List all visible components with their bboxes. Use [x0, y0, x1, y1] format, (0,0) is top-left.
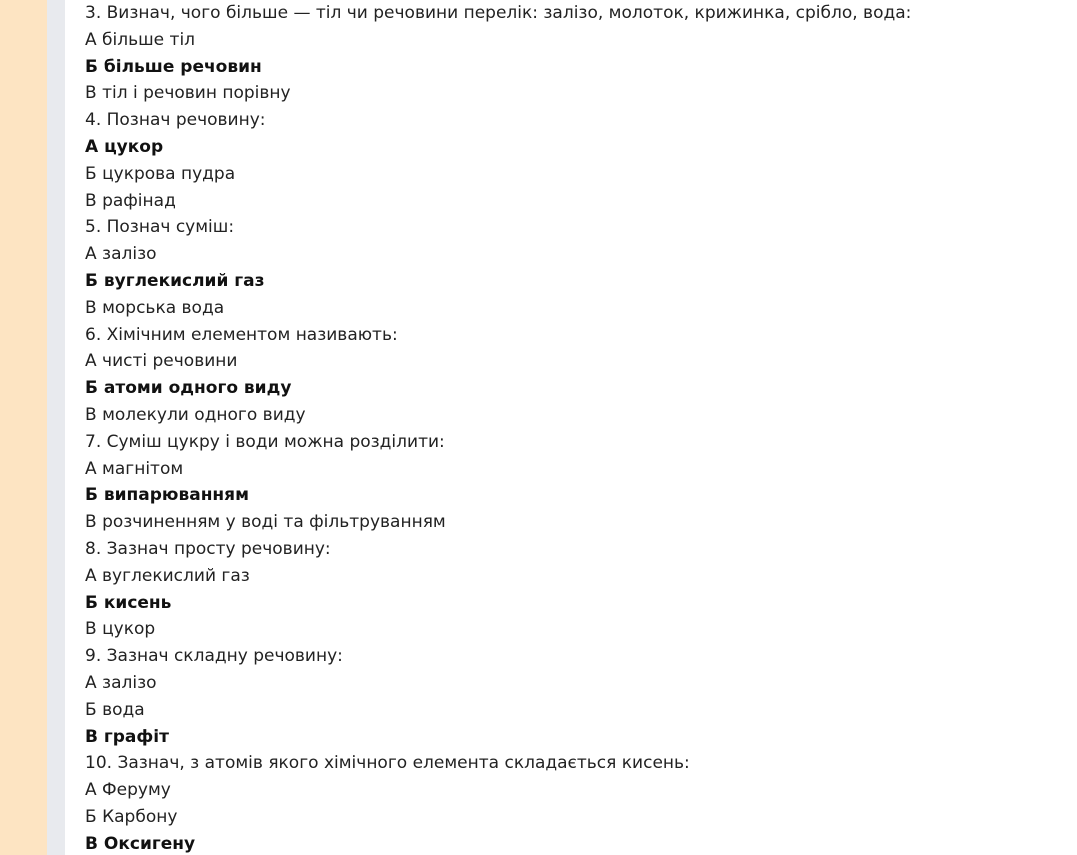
quiz-line: В молекули одного виду: [85, 405, 306, 425]
quiz-line: А чисті речовини: [85, 351, 238, 372]
quiz-line: Б вода: [85, 699, 145, 720]
quiz-line: Б цукрова пудра: [85, 163, 236, 184]
correct-answer-line: Б кисень: [85, 592, 172, 613]
correct-answer-line: Б більше речовин: [85, 56, 262, 77]
quiz-content: [85, 0, 1065, 855]
quiz-line: 3. Визнач, чого більше — тіл чи речовини перелік: залізо, молоток, крижинка, срібло, вода:: [85, 3, 912, 23]
left-gutter: [47, 0, 65, 855]
quiz-line: 5. Познач суміш:: [85, 217, 235, 238]
left-margin-band: [0, 0, 47, 855]
quiz-line: А більше тіл: [85, 29, 196, 50]
quiz-line: 6. Хімічним елементом називають:: [85, 324, 398, 345]
correct-answer-line: Б атоми одного виду: [85, 378, 292, 399]
quiz-line: А магнітом: [85, 458, 184, 479]
quiz-line: В цукор: [85, 619, 156, 640]
quiz-line: В розчиненням у воді та фільтруванням: [85, 512, 446, 533]
quiz-line: 8. Зазнач просту речовину:: [85, 539, 331, 559]
quiz-line: 10. Зазнач, з атомів якого хімічного елемента складається кисень:: [85, 753, 690, 774]
correct-answer-line: Б вуглекислий газ: [85, 271, 265, 291]
quiz-line: А вуглекислий газ: [85, 565, 250, 586]
quiz-line: В морська вода: [85, 297, 225, 318]
correct-answer-line: В графіт: [85, 726, 169, 747]
quiz-line: 9. Зазнач складну речовину:: [85, 646, 343, 667]
quiz-line: А Феруму: [85, 780, 171, 801]
quiz-line: А залізо: [85, 673, 157, 693]
quiz-line: Б Карбону: [85, 807, 178, 827]
quiz-line: В тіл і речовин порівну: [85, 83, 291, 104]
quiz-line: А залізо: [85, 244, 157, 265]
correct-answer-line: В Оксигену: [85, 833, 196, 854]
correct-answer-line: А цукор: [85, 137, 164, 157]
quiz-line: 4. Познач речовину:: [85, 110, 266, 131]
quiz-line: В рафінад: [85, 190, 176, 211]
correct-answer-line: Б випарюванням: [85, 485, 249, 506]
quiz-line: 7. Суміш цукру і води можна розділити:: [85, 431, 445, 452]
